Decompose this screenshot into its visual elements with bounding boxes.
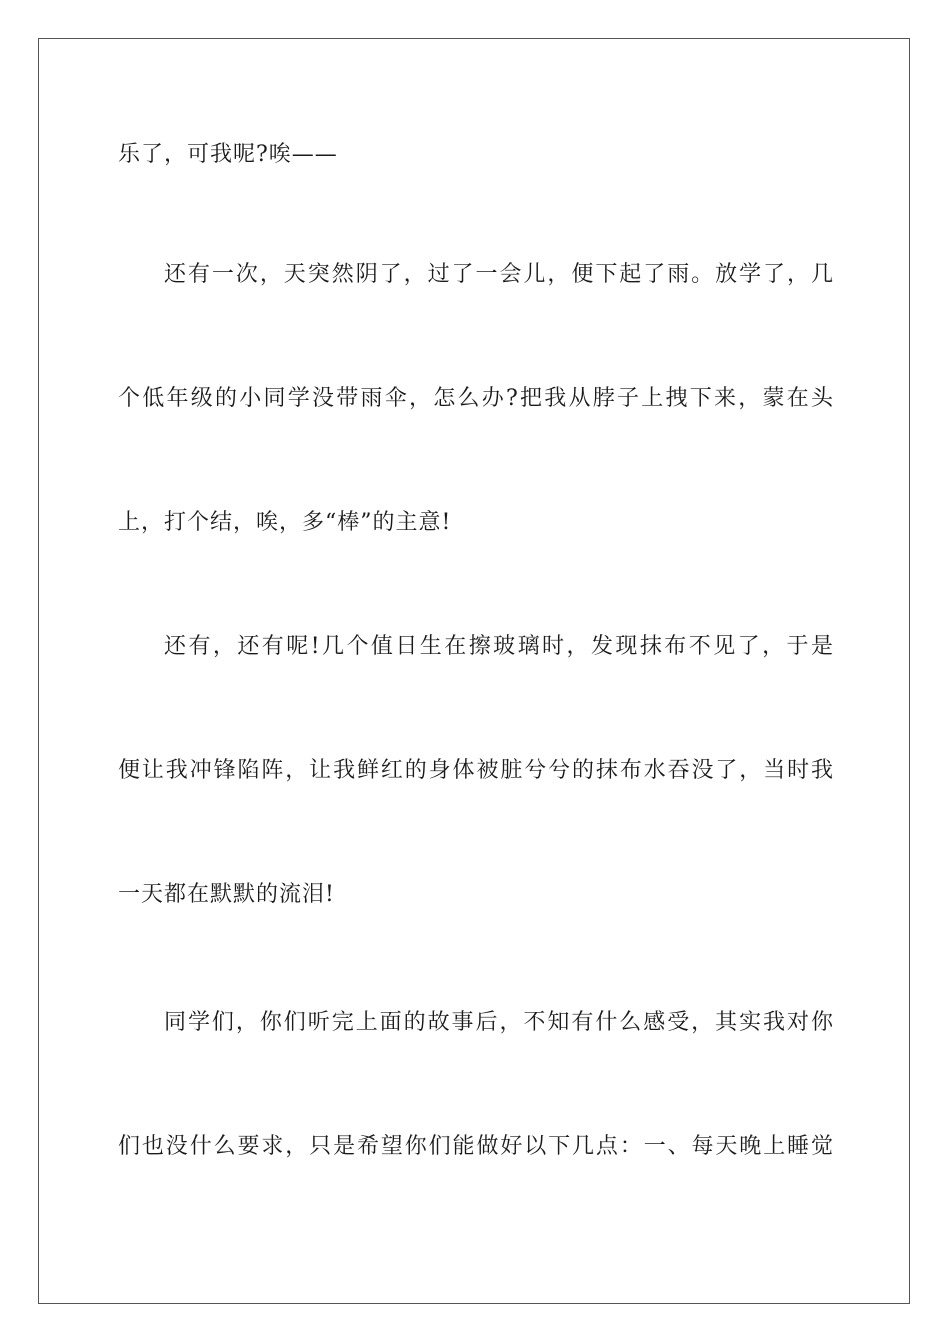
page-border	[38, 38, 910, 1304]
paragraph-start-line: 还有一次，天突然阴了，过了一会儿，便下起了雨。放学了，几	[164, 262, 834, 287]
text-line-1: 乐了，可我呢?唉——	[118, 142, 338, 167]
paragraph-start-line: 还有，还有呢!几个值日生在擦玻璃时，发现抹布不见了，于是	[164, 634, 834, 659]
paragraph-start-line: 同学们，你们听完上面的故事后，不知有什么感受，其实我对你	[164, 1010, 834, 1035]
text-line-4: 上，打个结，唉，多“棒”的主意!	[118, 510, 452, 535]
text-line-9: 们也没什么要求，只是希望你们能做好以下几点：一、每天晚上睡觉	[118, 1134, 834, 1159]
text-line-6: 便让我冲锋陷阵，让我鲜红的身体被脏兮兮的抹布水吞没了，当时我	[118, 758, 834, 783]
text-line-7: 一天都在默默的流泪!	[118, 882, 335, 907]
text-line-3: 个低年级的小同学没带雨伞，怎么办?把我从脖子上拽下来，蒙在头	[118, 386, 834, 411]
